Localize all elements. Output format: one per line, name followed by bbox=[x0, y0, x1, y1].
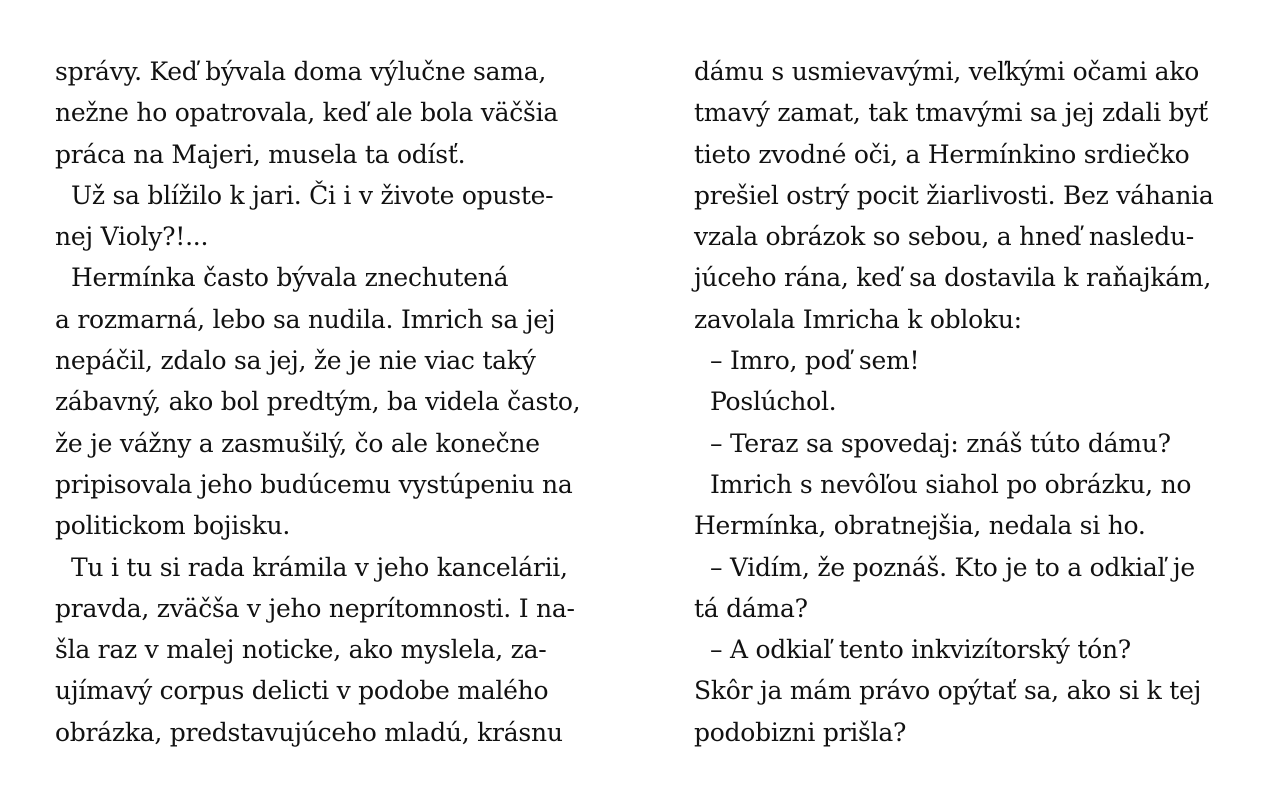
left-page bbox=[55, 51, 615, 753]
text-line: vzala obrázok so sebou, a hneď nasledu- bbox=[694, 222, 1195, 252]
text-line: Imrich s nevôľou siahol po obrázku, no bbox=[710, 469, 1192, 499]
text-line: politickom bojisku. bbox=[55, 511, 291, 541]
text-line: Už sa blížilo k jari. Či i v živote opuste- bbox=[71, 180, 554, 210]
text-line: – Teraz sa spovedaj: znáš túto dámu? bbox=[710, 428, 1171, 458]
text-line: – Vidím, že poznáš. Kto je to a odkiaľ je bbox=[710, 552, 1195, 582]
text-line: Tu i tu si rada krámila v jeho kancelárii, bbox=[71, 552, 568, 582]
text-line: a rozmarná, lebo sa nudila. Imrich sa jej bbox=[55, 304, 556, 334]
text-line: ujímavý corpus delicti v podobe malého bbox=[55, 676, 549, 706]
text-line: Poslúchol. bbox=[710, 387, 837, 417]
text-line: Skôr ja mám právo opýtať sa, ako si k tej bbox=[694, 676, 1202, 706]
text-line: obrázka, predstavujúceho mladú, krásnu bbox=[55, 717, 563, 747]
text-line: – A odkiaľ tento inkvizítorský tón? bbox=[710, 635, 1131, 665]
text-line: nepáčil, zdalo sa jej, že je nie viac taký bbox=[55, 346, 536, 376]
right-page bbox=[694, 51, 1254, 753]
text-line: Hermínka často bývala znechutená bbox=[71, 263, 509, 293]
text-line: pravda, zväčša v jeho neprítomnosti. I na- bbox=[55, 593, 575, 623]
text-line: zábavný, ako bol predtým, ba videla často, bbox=[55, 387, 581, 417]
text-line: šla raz v malej noticke, ako myslela, za- bbox=[55, 635, 547, 665]
text-line: – Imro, poď sem! bbox=[710, 346, 920, 376]
text-line: pripisovala jeho budúcemu vystúpeniu na bbox=[55, 469, 573, 499]
text-line: Hermínka, obratnejšia, nedala si ho. bbox=[694, 511, 1146, 541]
text-line: zavolala Imricha k obloku: bbox=[694, 304, 1022, 334]
text-line: dámu s usmievavými, veľkými očami ako bbox=[694, 57, 1200, 86]
text-line: práca na Majeri, musela ta odísť. bbox=[55, 139, 466, 169]
text-line: tmavý zamat, tak tmavými sa jej zdali byť bbox=[694, 98, 1208, 128]
text-line: nežne ho opatrovala, keď ale bola väčšia bbox=[55, 98, 559, 128]
text-line: prešiel ostrý pocit žiarlivosti. Bez váhania bbox=[694, 180, 1214, 210]
text-line: že je vážny a zasmušilý, čo ale konečne bbox=[55, 428, 540, 458]
text-line: správy. Keď bývala doma výlučne sama, bbox=[55, 57, 547, 86]
text-line: júceho rána, keď sa dostavila k raňajkám, bbox=[694, 263, 1212, 293]
text-line: podobizni prišla? bbox=[694, 717, 907, 747]
text-line: tieto zvodné oči, a Hermínkino srdiečko bbox=[694, 139, 1190, 169]
text-line: tá dáma? bbox=[694, 593, 808, 623]
text-line: nej Violy?!... bbox=[55, 222, 209, 252]
